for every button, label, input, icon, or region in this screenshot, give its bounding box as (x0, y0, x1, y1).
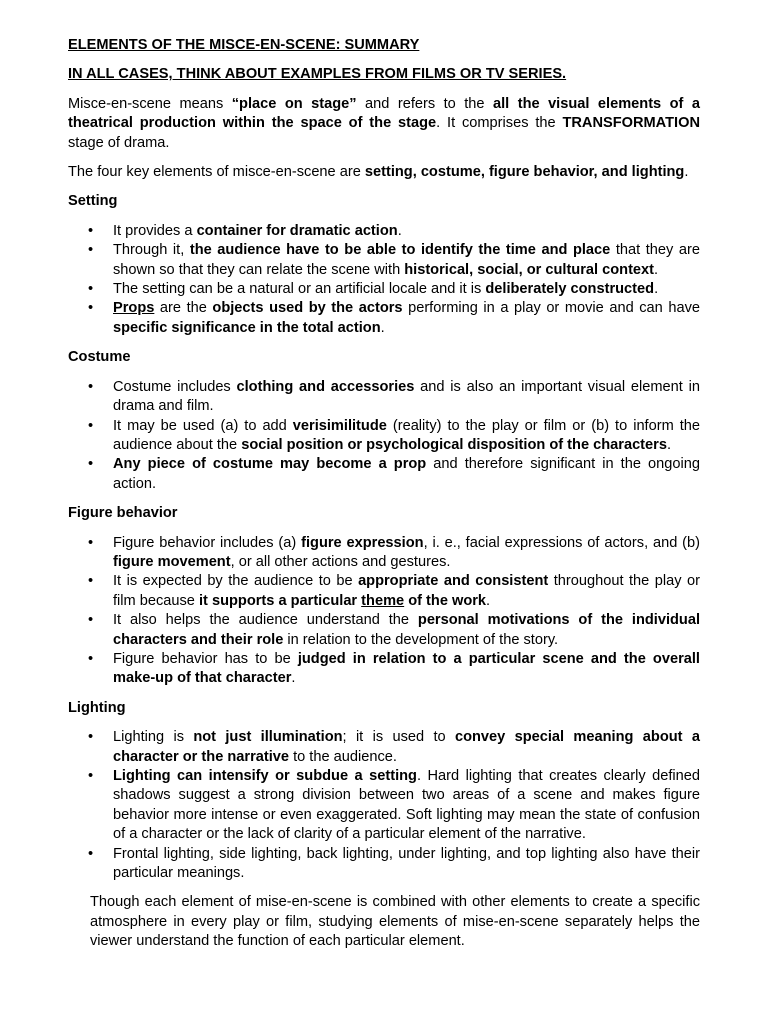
document-page (68, 36, 700, 952)
list-item: • Costume includes clothing and accessories and is also an important visual element in drama and film. (88, 378, 700, 415)
bullet-icon: • (88, 281, 94, 298)
bullet-icon: • (88, 456, 94, 473)
list-item: • Any piece of costume may become a prop and therefore significant in the ongoing action. (88, 456, 700, 492)
bullet-icon: • (88, 650, 94, 667)
bullet-icon: • (88, 729, 94, 746)
list-item: • Lighting can intensify or subdue a setting. Hard lighting that creates clearly defined shadows suggest a strong division between two areas of a scene and makes figure behavior more intense or even exaggerated. Soft lighting may mean the state of confusion of a character or the lack of clarity of a particular element of the narrative. (88, 768, 700, 843)
list-item: • It provides a container for dramatic action. (68, 222, 700, 241)
document-title: ELEMENTS OF THE MISCE-EN-SCENE: SUMMARY (68, 37, 420, 53)
bullet-icon: • (88, 768, 94, 784)
setting-list (68, 222, 700, 338)
list-item: • Through it, the audience have to be able to identify the time and place that they are shown so that they can relate the scene with historical, social, or cultural context. (88, 242, 700, 278)
figure-behavior-list (68, 534, 700, 689)
bullet-icon: • (88, 222, 94, 239)
intro-paragraph-1: Misce-en-scene means “place on stage” and refers to the all the visual elements of a theatrical production within the space of the stage. It comprises the TRANSFORMATION stage of drama. (68, 95, 700, 151)
intro-paragraph-2: The four key elements of misce-en-scene are setting, costume, figure behavior, and lighting. (68, 164, 689, 181)
document-subtitle: IN ALL CASES, THINK ABOUT EXAMPLES FROM FILMS OR TV SERIES. (68, 66, 567, 83)
list-item: • Props are the objects used by the actors performing in a play or movie and can have specific significance in the total action. (88, 300, 700, 336)
list-item: • The setting can be a natural or an artificial locale and it is deliberately constructed. (68, 280, 700, 299)
section-heading-figure-behavior: Figure behavior (68, 505, 178, 522)
bullet-icon: • (88, 300, 94, 317)
list-item: • It is expected by the audience to be appropriate and consistent throughout the play or film because it supports a particular theme of the work. (88, 573, 700, 609)
list-item: • Frontal lighting, side lighting, back lighting, under lighting, and top lighting also have their particular meanings. (88, 845, 700, 882)
closing-paragraph: Though each element of mise-en-scene is combined with other elements to create a specific atmosphere in every play or film, studying elements of mise-en-scene separately helps the viewer understand the function of each particular element. (90, 894, 700, 950)
bullet-icon: • (88, 417, 94, 434)
list-item: • Figure behavior has to be judged in relation to a particular scene and the overall make-up of that character. (88, 650, 700, 687)
list-item: • Lighting is not just illumination; it is used to convey special meaning about a character or the narrative to the audience. (88, 729, 700, 765)
bullet-icon: • (88, 573, 94, 590)
list-item: • It may be used (a) to add verisimilitude (reality) to the play or film or (b) to inform the audience about the social position or psychological disposition of the characters. (88, 417, 701, 453)
list-item: • Figure behavior includes (a) figure expression, i. e., facial expressions of actors, and (b) figure movement, or all other actions and gestures. (88, 534, 700, 570)
lighting-list (68, 728, 700, 883)
costume-list (68, 378, 700, 494)
bullet-icon: • (88, 612, 94, 629)
bullet-icon: • (88, 845, 94, 862)
bullet-icon: • (88, 378, 94, 395)
section-heading-costume: Costume (68, 349, 131, 366)
section-heading-setting: Setting (68, 193, 118, 210)
bullet-icon: • (88, 242, 94, 259)
list-item: • It also helps the audience understand the personal motivations of the individual characters and their role in relation to the development of the story. (88, 612, 700, 648)
bullet-icon: • (88, 534, 94, 551)
section-heading-lighting: Lighting (68, 699, 126, 716)
